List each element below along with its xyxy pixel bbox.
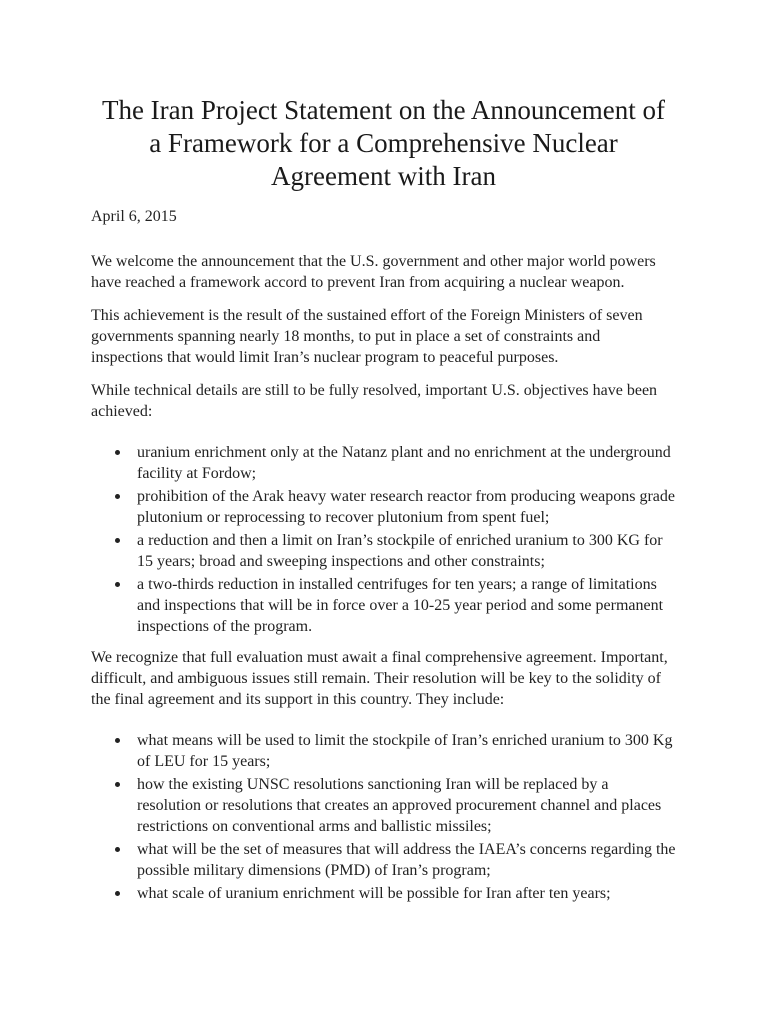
bullet-icon [115,582,120,587]
statement-date: April 6, 2015 [91,208,177,225]
paragraph-recognition: We recognize that full evaluation must await a final comprehensive agreement. Important, difficult, and ambiguous issues still remain. Their resolution will be key to the solidity of the final agreement and its support in this country. They include: [91,649,668,708]
title-line-3: Agreement with Iran [271,161,496,191]
bullet-icon [115,538,120,543]
paragraph-achievement: This achievement is the result of the sustained effort of the Foreign Ministers of seven governments spanning nearly 18 months, to put in place a set of constraints and inspections that would limit Iran’s nuclear program to peaceful purposes. [91,307,643,366]
paragraph-welcome: We welcome the announcement that the U.S. government and other major world powers have reached a framework accord to prevent Iran from acquiring a nuclear weapon. [91,253,656,291]
list-item-text: uranium enrichment only at the Natanz plant and no enrichment at the underground facility at Fordow; [137,444,671,482]
objectives-list [91,442,676,637]
list-item-text: a reduction and then a limit on Iran’s stockpile of enriched uranium to 300 KG for 15 years; broad and sweeping inspections and other constraints; [137,532,663,570]
bullet-icon [115,847,120,852]
bullet-icon [115,782,120,787]
list-item-text: a two-thirds reduction in installed centrifuges for ten years; a range of limitations and inspections that will be in force over a 10-25 year period and some permanent inspections of the program. [137,576,664,635]
list-item-text: what scale of uranium enrichment will be possible for Iran after ten years; [137,885,611,902]
bullet-icon [115,891,120,896]
list-item [115,774,676,837]
list-item-text: prohibition of the Arak heavy water research reactor from producing weapons grade plutonium or reprocessing to recover plutonium from spent fuel; [137,488,676,526]
bullet-icon [115,738,120,743]
list-item [115,574,676,637]
list-item [115,486,676,528]
bullet-icon [115,494,120,499]
title-line-1: The Iran Project Statement on the Announcement of [101,95,666,125]
document-title [91,94,676,193]
issues-list [91,730,676,904]
list-item [115,839,676,881]
list-item-text: what will be the set of measures that will address the IAEA’s concerns regarding the possible military dimensions (PMD) of Iran’s program; [137,841,676,879]
list-item [115,442,676,484]
list-item-text: what means will be used to limit the stockpile of Iran’s enriched uranium to 300 Kg of LEU for 15 years; [137,732,673,770]
list-item-text: how the existing UNSC resolutions sanctioning Iran will be replaced by a resolution or resolutions that creates an approved procurement channel and places restrictions on conventional arms and ballistic missiles; [137,776,662,835]
paragraph-objectives-intro: While technical details are still to be fully resolved, important U.S. objectives have been achieved: [91,382,658,420]
bullet-icon [115,450,120,455]
list-item [115,730,676,772]
list-item [115,883,676,904]
title-line-2: a Framework for a Comprehensive Nuclear [149,128,618,158]
list-item [115,530,676,572]
